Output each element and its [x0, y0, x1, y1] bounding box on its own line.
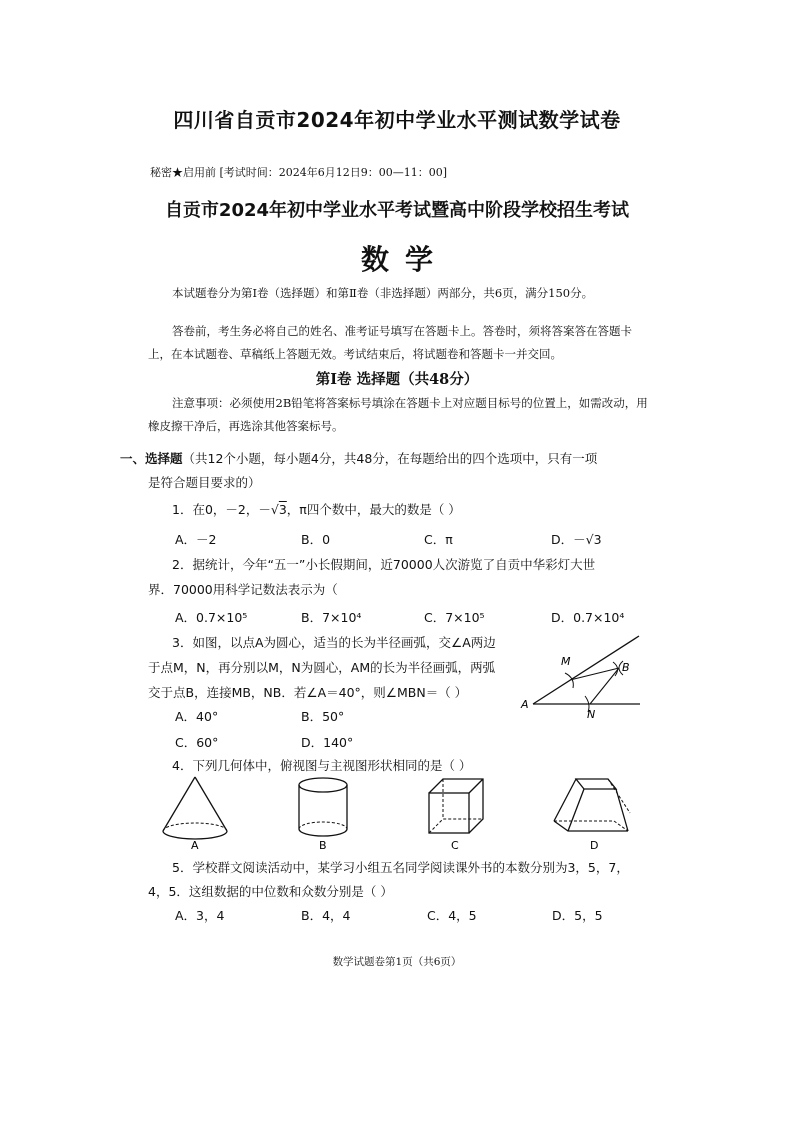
q2-option-c: C．7×10⁵ — [424, 610, 485, 625]
figure-label-a: A — [191, 839, 199, 851]
intro-paragraph-2: 答卷前，考生务必将自己的姓名、准考证号填写在答题卡上。答卷时，须将答案答在答题卡上，在本试题卷、草稿纸上答题无效。考试结束后，将试题卷和答题卡一并交回。 — [148, 324, 632, 361]
q5-option-c: C．4，5 — [427, 908, 477, 923]
q3-line-1: 3．如图，以点A为圆心，适当的长为半径画弧，交∠A两边 — [172, 635, 496, 650]
cube-figure — [415, 773, 495, 851]
segment-nb — [590, 668, 619, 704]
section-heading: 第Ⅰ卷 选择题（共48分） — [315, 371, 479, 388]
segment-mb — [570, 668, 619, 680]
frustum-hidden-edge — [608, 779, 630, 813]
q3-angle-figure — [515, 628, 645, 723]
document-title: 四川省自贡市2024年初中学业水平测试数学试卷 — [173, 108, 621, 132]
frustum-top — [576, 779, 616, 789]
q3-line-2: 于点M，N，再分别以M，N为圆心，AM的长为半径画弧，两弧 — [148, 660, 496, 675]
sqrt-symbol: √ — [270, 502, 279, 517]
cylinder-figure — [283, 773, 363, 851]
label-b: B — [622, 661, 630, 674]
part1-heading — [120, 449, 597, 467]
label-n: N — [587, 708, 596, 721]
cone-base-front — [163, 831, 227, 839]
q2-line-1: 2．据统计，今年“五一”小长假期间，近70000人次游览了自贡中华彩灯大世 — [172, 557, 596, 572]
subject-title: 数学 — [360, 243, 449, 276]
q5-line-2: 4，5．这组数据的中位数和众数分别是（ ） — [148, 884, 393, 899]
q5-option-d: D．5，5 — [552, 908, 603, 923]
frustum-front-left-edge — [568, 789, 584, 831]
q3-option-c: C．60° — [175, 735, 219, 750]
figure-label-d: D — [590, 839, 599, 851]
q2-option-d: D．0.7×10⁴ — [551, 610, 625, 625]
q5-option-a: A．3，4 — [175, 908, 225, 923]
cone-left-edge — [163, 777, 195, 831]
q1-stem-prefix: 1．在0，－2， — [172, 502, 259, 517]
q3-option-a: A．40° — [175, 709, 219, 724]
notice-paragraph: 注意事项：必须使用2B铅笔将答案标号填涂在答题卡上对应题目标号的位置上，如需改动，用橡皮擦干净后，再选涂其他答案标号。 — [148, 396, 648, 433]
q1-option-c: C．π — [424, 532, 453, 547]
cube-edge — [469, 779, 483, 793]
cylinder-base-front — [299, 829, 347, 836]
part1-heading-label: 一、选择题 — [120, 451, 183, 466]
q3-line-3: 交于点B，连接MB，NB．若∠A＝40°，则∠MBN＝（ ） — [148, 685, 468, 700]
cube-front-face — [429, 793, 469, 833]
cone-base-back — [163, 823, 227, 831]
frustum-front-right-edge — [616, 789, 628, 831]
part1-heading-text: （共12个小题，每小题4分，共48分，在每题给出的四个选项中，只有一项 — [182, 451, 598, 466]
q5-line-1: 5．学校群文阅读活动中，某学习小组五名同学阅读课外书的本数分别为3，5，7， — [172, 860, 629, 875]
cube-hidden-edges — [429, 819, 483, 833]
q2-option-a: A．0.7×10⁵ — [175, 610, 248, 625]
intro-paragraph-1: 本试题卷分为第Ⅰ卷（选择题）和第Ⅱ卷（非选择题）两部分，共6页，满分150分。 — [172, 286, 594, 300]
cone-figure — [155, 773, 235, 851]
cylinder-top — [299, 778, 347, 792]
q2-line-2: 界．70000用科学记数法表示为（ — [148, 582, 338, 597]
cone-right-edge — [195, 777, 227, 831]
exam-title: 自贡市2024年初中学业水平考试暨高中阶段学校招生考试 — [164, 200, 630, 221]
cylinder-base-back — [299, 822, 347, 829]
q1-neg-sign: － — [258, 502, 271, 517]
q5-option-b: B．4，4 — [301, 908, 351, 923]
q4-stem: 4．下列几何体中，俯视图与主视图形状相同的是（ ） — [172, 758, 472, 773]
page-footer: 数学试题卷第1页（共6页） — [332, 956, 462, 968]
exam-time-line: 秘密★启用前 [考试时间：2024年6月12日9：00—11：00] — [150, 166, 448, 179]
q1-option-b: B．0 — [301, 532, 331, 547]
q1-stem-suffix: ，π四个数中，最大的数是（ ） — [286, 502, 461, 517]
q1-option-a: A．－2 — [175, 532, 217, 547]
part1-heading-line2: 是符合题目要求的） — [148, 475, 261, 490]
q1-sqrt-radicand: 3 — [278, 502, 287, 517]
label-a: A — [521, 698, 529, 711]
frustum-base-front — [554, 821, 628, 831]
q3-option-d: D．140° — [301, 735, 354, 750]
q1-option-d: D．－√3 — [551, 532, 602, 547]
figure-label-c: C — [451, 839, 459, 851]
q1-stem — [172, 500, 461, 518]
figure-label-b: B — [319, 839, 327, 851]
frustum-left-edge — [554, 779, 576, 821]
q2-option-b: B．7×10⁴ — [301, 610, 362, 625]
frustum-figure — [546, 773, 636, 851]
q3-option-b: B．50° — [301, 709, 345, 724]
label-m: M — [561, 655, 571, 668]
